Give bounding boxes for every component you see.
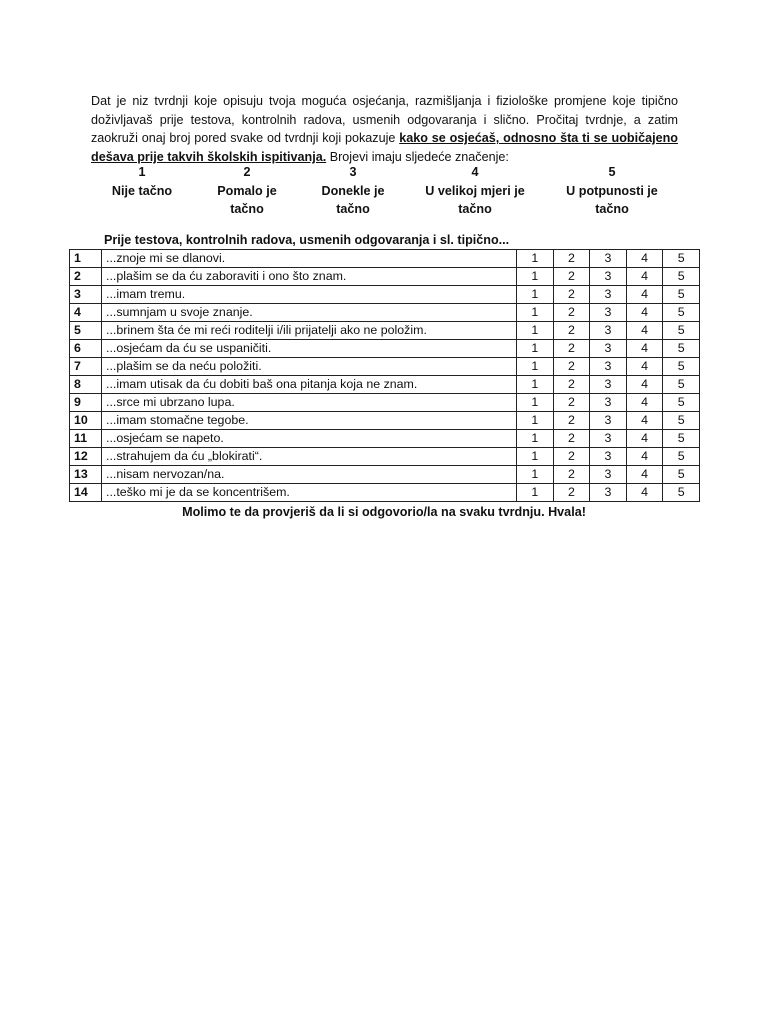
scale-label: Nije tačno: [111, 183, 173, 198]
closing-note: Molimo te da provjeriš da li si odgovorio/la na svaku tvrdnju. Hvala!: [182, 505, 586, 519]
rating-option-2[interactable]: 2: [553, 358, 590, 376]
statement-row: [70, 250, 700, 268]
rating-option-4[interactable]: 4: [626, 484, 663, 502]
table-subtitle: Prije testova, kontrolnih radova, usmenih odgovaranja i sl. tipično...: [104, 233, 510, 247]
rating-option-2[interactable]: 2: [553, 394, 590, 412]
rating-option-5[interactable]: 5: [663, 412, 700, 430]
rating-option-4[interactable]: 4: [626, 430, 663, 448]
rating-option-5[interactable]: 5: [663, 448, 700, 466]
rating-option-5[interactable]: 5: [663, 340, 700, 358]
statement-row: [70, 376, 700, 394]
statement-text: ...znoje mi se dlanovi.: [102, 250, 517, 268]
rating-option-3[interactable]: 3: [590, 394, 627, 412]
rating-option-5[interactable]: 5: [663, 484, 700, 502]
rating-option-5[interactable]: 5: [663, 376, 700, 394]
rating-option-3[interactable]: 3: [590, 430, 627, 448]
statement-text: ...imam stomačne tegobe.: [102, 412, 517, 430]
rating-option-1[interactable]: 1: [517, 340, 554, 358]
scale-item-4: [410, 163, 540, 219]
rating-option-4[interactable]: 4: [626, 304, 663, 322]
rating-option-3[interactable]: 3: [590, 448, 627, 466]
statement-number: 2: [70, 268, 102, 286]
scale-label-line2: tačno: [336, 202, 370, 217]
statement-number: 6: [70, 340, 102, 358]
rating-option-5[interactable]: 5: [663, 358, 700, 376]
statement-text: ...imam tremu.: [102, 286, 517, 304]
rating-option-3[interactable]: 3: [590, 412, 627, 430]
rating-option-1[interactable]: 1: [517, 466, 554, 484]
rating-option-1[interactable]: 1: [517, 448, 554, 466]
rating-option-2[interactable]: 2: [553, 322, 590, 340]
statement-text: ...sumnjam u svoje znanje.: [102, 304, 517, 322]
statement-text: ...teško mi je da se koncentrišem.: [102, 484, 517, 502]
rating-option-1[interactable]: 1: [517, 286, 554, 304]
instructions-underlined-text: kako se osjećaš, odnosno šta ti se uobičajeno dešava prije takvih školskih ispitivanja.: [91, 131, 678, 164]
rating-option-4[interactable]: 4: [626, 322, 663, 340]
rating-option-3[interactable]: 3: [590, 268, 627, 286]
rating-option-1[interactable]: 1: [517, 412, 554, 430]
rating-option-5[interactable]: 5: [663, 466, 700, 484]
scale-number: 3: [349, 165, 357, 179]
scale-number: 1: [138, 165, 146, 179]
rating-option-4[interactable]: 4: [626, 394, 663, 412]
rating-option-2[interactable]: 2: [553, 448, 590, 466]
rating-option-4[interactable]: 4: [626, 268, 663, 286]
rating-option-2[interactable]: 2: [553, 340, 590, 358]
rating-option-2[interactable]: 2: [553, 466, 590, 484]
statement-row: [70, 286, 700, 304]
statement-text: ...plašim se da neću položiti.: [102, 358, 517, 376]
rating-option-2[interactable]: 2: [553, 484, 590, 502]
rating-option-5[interactable]: 5: [663, 250, 700, 268]
rating-option-3[interactable]: 3: [590, 322, 627, 340]
statement-number: 10: [70, 412, 102, 430]
rating-option-4[interactable]: 4: [626, 412, 663, 430]
statement-number: 8: [70, 376, 102, 394]
rating-option-5[interactable]: 5: [663, 322, 700, 340]
rating-option-4[interactable]: 4: [626, 250, 663, 268]
scale-number: 5: [608, 165, 616, 179]
rating-option-1[interactable]: 1: [517, 268, 554, 286]
rating-option-3[interactable]: 3: [590, 376, 627, 394]
rating-option-1[interactable]: 1: [517, 322, 554, 340]
rating-option-3[interactable]: 3: [590, 484, 627, 502]
statement-row: [70, 412, 700, 430]
scale-item-5: [552, 163, 672, 219]
statement-row: [70, 322, 700, 340]
rating-option-1[interactable]: 1: [517, 358, 554, 376]
statement-row: [70, 430, 700, 448]
statement-number: 14: [70, 484, 102, 502]
statement-number: 12: [70, 448, 102, 466]
statement-number: 4: [70, 304, 102, 322]
statement-number: 9: [70, 394, 102, 412]
statement-number: 7: [70, 358, 102, 376]
rating-option-1[interactable]: 1: [517, 250, 554, 268]
rating-option-5[interactable]: 5: [663, 304, 700, 322]
rating-option-1[interactable]: 1: [517, 376, 554, 394]
rating-scale-legend: [80, 163, 700, 223]
statement-number: 13: [70, 466, 102, 484]
statements-table-body: [70, 250, 700, 502]
statement-number: 1: [70, 250, 102, 268]
rating-option-2[interactable]: 2: [553, 286, 590, 304]
statement-text: ...osjećam da ću se uspaničiti.: [102, 340, 517, 358]
statement-text: ...strahujem da ću „blokirati“.: [102, 448, 517, 466]
statement-text: ...nisam nervozan/na.: [102, 466, 517, 484]
rating-option-2[interactable]: 2: [553, 304, 590, 322]
statement-text: ...srce mi ubrzano lupa.: [102, 394, 517, 412]
rating-option-2[interactable]: 2: [553, 412, 590, 430]
rating-option-1[interactable]: 1: [517, 430, 554, 448]
scale-number: 4: [471, 165, 479, 179]
rating-option-3[interactable]: 3: [590, 340, 627, 358]
rating-option-3[interactable]: 3: [590, 304, 627, 322]
statement-text: ...imam utisak da ću dobiti baš ona pitanja koja ne znam.: [102, 376, 517, 394]
rating-option-5[interactable]: 5: [663, 286, 700, 304]
scale-number: 2: [243, 165, 251, 179]
rating-option-1[interactable]: 1: [517, 394, 554, 412]
statement-text: ...plašim se da ću zaboraviti i ono što znam.: [102, 268, 517, 286]
rating-option-4[interactable]: 4: [626, 376, 663, 394]
scale-item-2: [197, 163, 297, 219]
rating-option-3[interactable]: 3: [590, 358, 627, 376]
rating-option-2[interactable]: 2: [553, 430, 590, 448]
rating-option-3[interactable]: 3: [590, 466, 627, 484]
rating-option-4[interactable]: 4: [626, 358, 663, 376]
rating-option-3[interactable]: 3: [590, 250, 627, 268]
rating-option-2[interactable]: 2: [553, 250, 590, 268]
statement-text: ...osjećam se napeto.: [102, 430, 517, 448]
statement-row: [70, 448, 700, 466]
statement-text: ...brinem šta će mi reći roditelji i/ili prijatelji ako ne položim.: [102, 322, 517, 340]
statement-row: [70, 304, 700, 322]
scale-label: Pomalo je: [217, 183, 277, 198]
statement-row: [70, 358, 700, 376]
statement-row: [70, 466, 700, 484]
statement-number: 3: [70, 286, 102, 304]
instructions-paragraph: [91, 92, 678, 166]
rating-option-5[interactable]: 5: [663, 394, 700, 412]
rating-option-4[interactable]: 4: [626, 286, 663, 304]
rating-option-5[interactable]: 5: [663, 268, 700, 286]
rating-option-2[interactable]: 2: [553, 376, 590, 394]
instructions-text-end: Brojevi imaju sljedeće značenje:: [326, 149, 509, 164]
rating-option-1[interactable]: 1: [517, 484, 554, 502]
rating-option-5[interactable]: 5: [663, 430, 700, 448]
scale-label: U velikoj mjeri je: [425, 183, 525, 198]
statement-row: [70, 484, 700, 502]
rating-option-1[interactable]: 1: [517, 304, 554, 322]
scale-label: Donekle je: [321, 183, 385, 198]
statement-row: [70, 340, 700, 358]
rating-option-4[interactable]: 4: [626, 466, 663, 484]
rating-option-3[interactable]: 3: [590, 286, 627, 304]
scale-label-line2: tačno: [595, 202, 629, 217]
rating-option-4[interactable]: 4: [626, 448, 663, 466]
statement-row: [70, 394, 700, 412]
scale-label: U potpunosti je: [566, 183, 658, 198]
scale-item-3: [303, 163, 403, 219]
statement-row: [70, 268, 700, 286]
statements-table: [69, 249, 700, 502]
scale-item-1: [100, 163, 184, 200]
scale-label-line2: tačno: [458, 202, 492, 217]
instructions-text-start: Dat je niz tvrdnji koje opisuju tvoja moguća osjećanja, razmišljanja i fiziološke promjene koje tipično doživljavaš prije testova, kontrolnih radova, usmenih odgovaranja i slično. Pročitaj tvrdnje, a zatim zaokruži onaj broj pored svake od tvrdnji koji pokazuje: [91, 94, 678, 146]
statement-number: 11: [70, 430, 102, 448]
scale-label-line2: tačno: [230, 202, 264, 217]
statement-number: 5: [70, 322, 102, 340]
rating-option-4[interactable]: 4: [626, 340, 663, 358]
rating-option-2[interactable]: 2: [553, 268, 590, 286]
